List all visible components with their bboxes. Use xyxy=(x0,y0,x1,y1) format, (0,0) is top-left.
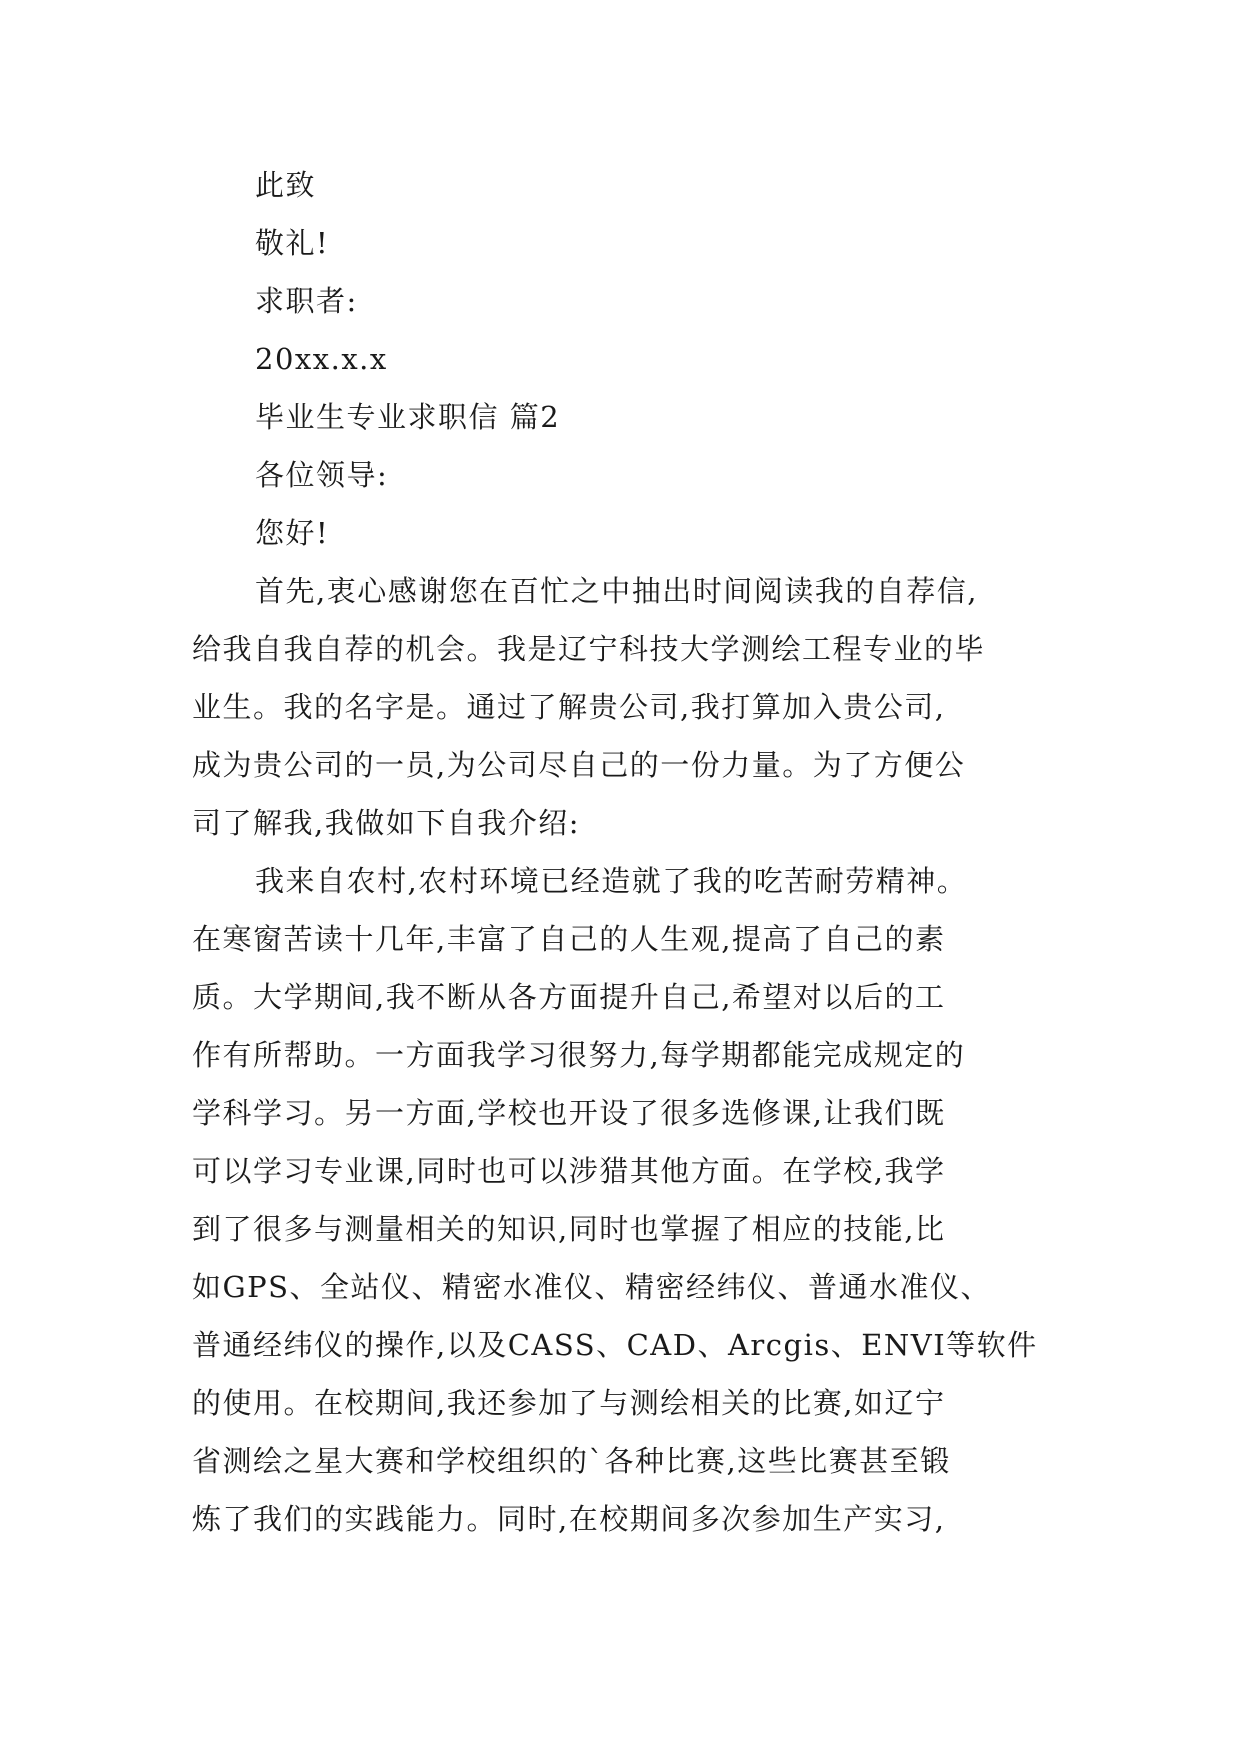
paragraph-line: 给我自我自荐的机会。我是辽宁科技大学测绘工程专业的毕 xyxy=(192,632,986,666)
paragraph-line: 首先,衷心感谢您在百忙之中抽出时间阅读我的自荐信, xyxy=(255,574,978,608)
paragraph-line: 我来自农村,农村环境已经造就了我的吃苦耐劳精神。 xyxy=(255,864,968,898)
closing-regards: 敬礼! xyxy=(255,226,330,260)
paragraph-line: 可以学习专业课,同时也可以涉猎其他方面。在学校,我学 xyxy=(192,1154,946,1188)
paragraph-line: 学科学习。另一方面,学校也开设了很多选修课,让我们既 xyxy=(192,1096,946,1130)
paragraph-line: 到了很多与测量相关的知识,同时也掌握了相应的技能,比 xyxy=(192,1212,946,1246)
paragraph-line: 质。大学期间,我不断从各方面提升自己,希望对以后的工 xyxy=(192,980,946,1014)
section-title: 毕业生专业求职信 篇2 xyxy=(255,400,561,434)
paragraph-line: 炼了我们的实践能力。同时,在校期间多次参加生产实习, xyxy=(192,1502,946,1536)
closing-salutation: 此致 xyxy=(255,168,317,202)
paragraph-line: 的使用。在校期间,我还参加了与测绘相关的比赛,如辽宁 xyxy=(192,1386,946,1420)
paragraph-line: 省测绘之星大赛和学校组织的`各种比赛,这些比赛甚至锻 xyxy=(192,1444,951,1478)
paragraph-line: 如GPS、全站仪、精密水准仪、精密经纬仪、普通水准仪、 xyxy=(192,1270,992,1304)
letter-date: 20xx.x.x xyxy=(255,342,388,376)
paragraph-line: 业生。我的名字是。通过了解贵公司,我打算加入贵公司, xyxy=(192,690,946,724)
paragraph-line: 司了解我,我做如下自我介绍: xyxy=(192,806,580,840)
greeting-hello: 您好! xyxy=(255,516,330,550)
paragraph-line: 作有所帮助。一方面我学习很努力,每学期都能完成规定的 xyxy=(192,1038,966,1072)
paragraph-line: 普通经纬仪的操作,以及CASS、CAD、Arcgis、ENVI等软件 xyxy=(192,1328,1038,1362)
applicant-label: 求职者: xyxy=(255,284,358,318)
paragraph-line: 成为贵公司的一员,为公司尽自己的一份力量。为了方便公 xyxy=(192,748,966,782)
paragraph-line: 在寒窗苦读十几年,丰富了自己的人生观,提高了自己的素 xyxy=(192,922,946,956)
greeting-recipient: 各位领导: xyxy=(255,458,389,492)
